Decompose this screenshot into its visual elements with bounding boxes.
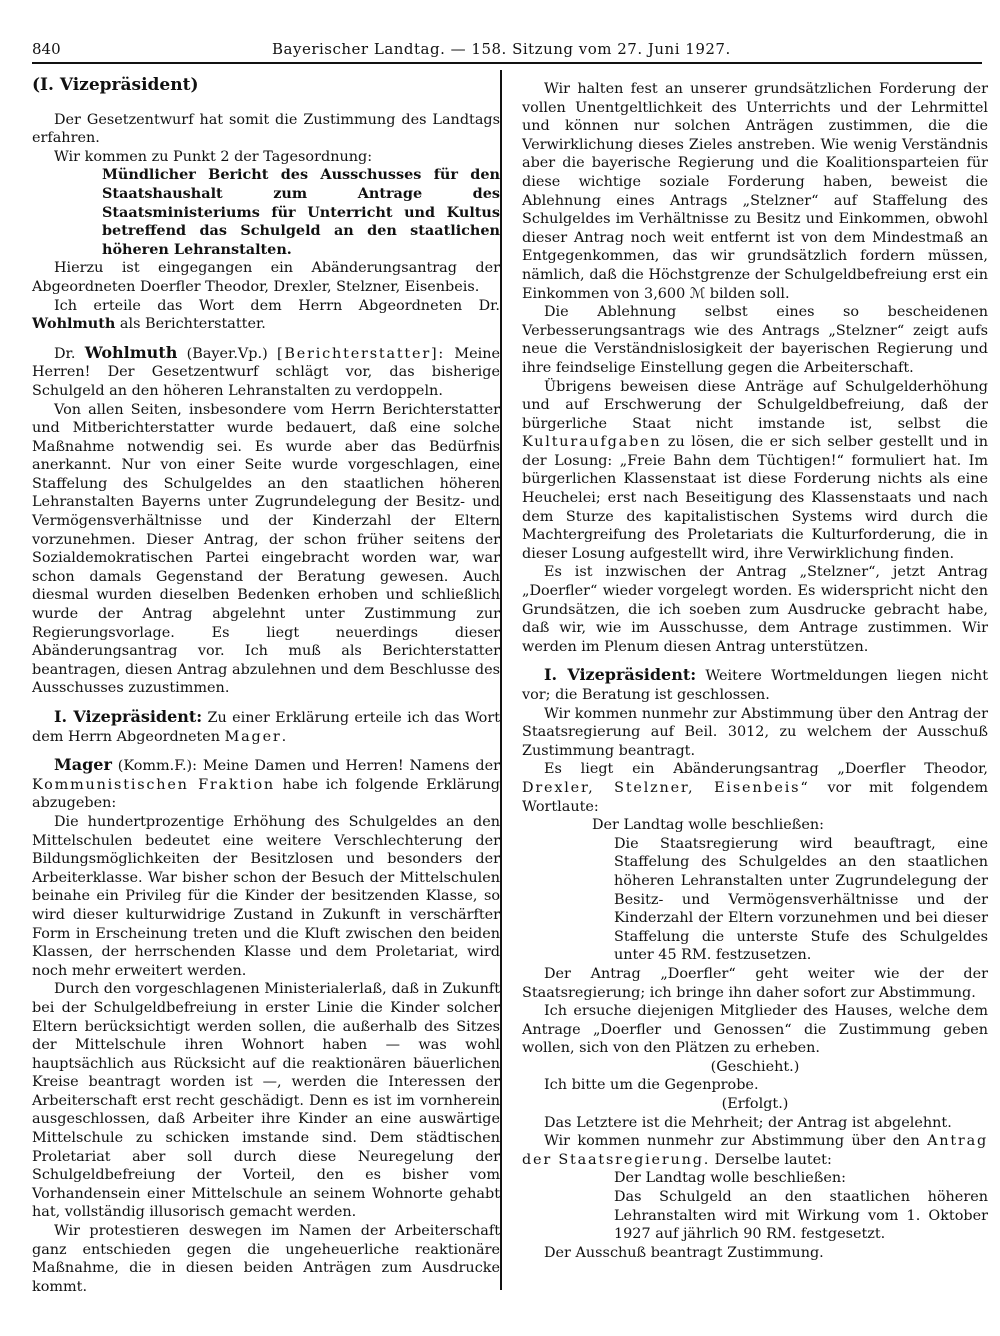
- paragraph: Hierzu ist eingegangen ein Abänderungsantrag der Abgeordneten Doerfler Theodor, Drexler, Stelzner, Eisenbeis.: [32, 260, 500, 295]
- paragraph: Wir kommen zu Punkt 2 der Tagesordnung:: [54, 148, 373, 165]
- paragraph: Es ist inzwischen der Antrag „Stelzner“, jetzt Antrag „Doerfler“ wieder vorgelegt worden. Es widerspricht nicht den Grundsätzen, die ich soeben zum Ausdrucke gebracht habe, daß wir, wie im Ausschusse, dem Antrage zustimmen. Wir werden im Plenum diesen Antrag unterstützen.: [522, 564, 988, 655]
- left-column: [32, 76, 500, 1296]
- speech-mager: Mager (Komm.F.): Meine Damen und Herren! Namens der Kommunistischen Fraktion habe ich folgende Erklärung abzugeben:: [32, 755, 501, 812]
- speaker-name: Wohlmuth: [84, 342, 178, 362]
- motion-intro: Der Landtag wolle beschließen:: [614, 1170, 846, 1187]
- page-number: 840: [32, 40, 61, 58]
- paragraph: Es liegt ein Abänderungsantrag „Doerfler Theodor, Drexler, Stelzner, Eisenbeis“ vor mit folgendem Wortlaute:: [522, 761, 988, 815]
- column-divider: [500, 70, 502, 1290]
- motion-intro: Der Landtag wolle beschließen:: [592, 817, 824, 834]
- speaker-name: Wohlmuth: [32, 315, 116, 333]
- paragraph: Wir protestieren deswegen im Namen der Arbeiterschaft ganz entschieden gegen die ungeheuerliche reaktionäre Maßnahme, die in diesen beiden Anträgen zum Ausdrucke kommt.: [32, 1223, 500, 1295]
- stage-direction: (Geschieht.): [710, 1058, 800, 1075]
- paragraph: Ich bitte um die Gegenprobe.: [544, 1077, 759, 1094]
- paragraph: Der Ausschuß beantragt Zustimmung.: [544, 1244, 824, 1261]
- paragraph: Übrigens beweisen diese Anträge auf Schulgelderhöhung und auf Erschwerung der Schulgeldbefreiung, daß der bürgerliche Staat nicht imstande ist, selbst die Kulturaufgaben zu lösen, die er sich selber gestellt und in der Losung: „Freie Bahn dem Tüchtigen!“ formuliert hat. Im bürgerlichen Klassenstaat ist diese Forderung nichts als eine Heuchelei; erst nach Beseitigung des Klassenstaats und nach dem Sturze des kapitalistischen Systems wird durch die Machtergreifung des Proletariats die Kulturforderung, die in dieser Losung aufgestellt wird, ihre Verwirklichung finden.: [522, 378, 988, 562]
- paragraph: Der Antrag „Doerfler“ geht weiter wie der der Staatsregierung; ich bringe ihn daher sofort zur Abstimmung.: [522, 965, 988, 1001]
- paragraph: Das Letztere ist die Mehrheit; der Antrag ist abgelehnt.: [544, 1114, 952, 1131]
- report-title: Mündlicher Bericht des Ausschusses für den Staatshaushalt zum Antrage des Staatsministeriums für Unterricht und Kultus betreffend das Schulgeld an den staatlichen höheren Lehranstalten.: [102, 166, 500, 258]
- speech-vizepraesident: I. Vizepräsident: Zu einer Erklärung erteile ich das Wort dem Herrn Abgeordneten Mager.: [32, 707, 500, 745]
- paragraph: Ich erteile das Wort dem Herrn Abgeordneten Dr. Wohlmuth als Berichterstatter.: [32, 297, 500, 333]
- paragraph: Ich ersuche diejenigen Mitglieder des Hauses, welche dem Antrage „Doerfler und Genossen“ die Zustimmung geben wollen, sich von den Plätzen zu erheben.: [522, 1003, 988, 1057]
- page-header: [32, 36, 982, 64]
- stage-direction: (Erfolgt.): [721, 1096, 789, 1113]
- running-title: Bayerischer Landtag. — 158. Sitzung vom 27. Juni 1927.: [272, 40, 731, 58]
- paragraph: Die Ablehnung selbst eines so bescheidenen Verbesserungsantrags wie des Antrags „Stelzner“ zeigt aufs neue die Verständnislosigkeit der bayerischen Regierung und ihre feindselige Einstellung gegen die Arbeiterschaft.: [522, 304, 988, 376]
- paragraph: Durch den vorgeschlagenen Ministerialerlaß, daß in Zukunft bei der Schulgeldbefreiung in erster Linie die Kinder solcher Eltern berücksichtigt werden sollen, die außerhalb des Sitzes der Mittelschule ihren Wohnort haben — was wohl hauptsächlich aus Rücksicht auf die reaktionären bäuerlichen Kreise beantragt worden ist —, werden die Interessen der Arbeiterschaft erst recht geschädigt. Denn es ist im vornherein ausgeschlossen, daß Arbeiter ihre Kinder an eine auswärtige Mittelschule zu schicken imstande sind. Dem städtischen Proletariat aber soll durch diese Neuregelung der Schulgeldbefreiung der Vorteil, den es bisher vom Vorhandensein einer Mittelschule an seinem Wohnorte gehabt hat, vollständig illusorisch gemacht werden.: [32, 981, 500, 1221]
- section-title: (I. Vizepräsident): [32, 75, 199, 95]
- paragraph: Von allen Seiten, insbesondere vom Herrn Berichterstatter und Mitberichterstatter wurde bedauert, daß eine solche Maßnahme notwendig sei. Es wurde aber das Bedürfnis anerkannt. Nur von einer Seite wurde vorgeschlagen, eine Staffelung des Schulgeldes an den staatlichen höheren Lehranstalten Bayerns unter Zugrundelegung der Besitz- und Vermögensverhältnisse und der Kinderzahl der Eltern vorzunehmen. Dieser Antrag, der schon früher seitens der Sozialdemokratischen Partei eingebracht worden war, war schon damals Gegenstand der Beratung gewesen. Auch diesmal wurden dieselben Bedenken erhoben und schließlich wurde der Antrag abgelehnt unter Zustimmung zur Regierungsvorlage. Es liegt neuerdings dieser Abänderungsantrag vor. Ich muß als Berichterstatter beantragen, diesen Antrag abzulehnen und dem Beschlusse des Ausschusses zuzustimmen.: [32, 401, 500, 697]
- paragraph: Wir halten fest an unserer grundsätzlichen Forderung der vollen Unentgeltlichkeit des Unterrichts und der Lehrmittel und können nur solchen Anträgen zustimmen, die die Verwirklichung dieses Zieles anstreben. Wie wenig Verständnis aber die bayerische Regierung und die Koalitionsparteien für diese wichtige soziale Forderung haben, beweist die Ablehnung eines Antrags „Stelzner“ auf Staffelung des Schulgeldes im Verhältnisse zu Besitz und Einkommen, obwohl dieser Antrag noch weit entfernt ist von dem Mindestmaß an Entgegenkommen, das wir grundsätzlich fordern müssen, nämlich, daß die Höchstgrenze der Schulgeldbefreiung erst ein Einkommen von 3,600 ℳ bilden soll.: [522, 81, 988, 302]
- speaker-name: I. Vizepräsident:: [54, 707, 203, 726]
- speech-vizepraesident: I. Vizepräsident: Weitere Wortmeldungen liegen nicht vor; die Beratung ist geschlossen.: [522, 665, 988, 703]
- motion-text: Die Staatsregierung wird beauftragt, eine Staffelung des Schulgeldes an den staatlichen höheren Lehranstalten unter Zugrundelegung der Besitz- und Vermögensverhältnisse und der Kinderzahl der Eltern vorzunehmen und bei dieser Staffelung die unterste Stufe des Schulgeldes unter 45 RM. festzusetzen.: [614, 835, 988, 964]
- paragraph: Wir kommen nunmehr zur Abstimmung über den Antrag der Staatsregierung auf Beil. 3012, zu welchem der Ausschuß Zustimmung beantragt.: [522, 705, 988, 759]
- paragraph: Der Gesetzentwurf hat somit die Zustimmung des Landtags erfahren.: [32, 111, 500, 147]
- speaker-name: Mager: [54, 755, 112, 775]
- speaker-name: I. Vizepräsident:: [544, 665, 697, 685]
- motion-text: Das Schulgeld an den staatlichen höheren Lehranstalten wird mit Wirkung vom 1. Oktober 1927 auf jährlich 90 RM. festgesetzt.: [614, 1189, 988, 1243]
- paragraph: Die hundertprozentige Erhöhung des Schulgeldes an den Mittelschulen bedeutet eine weitere Verschlechterung der Bildungsmöglichkeiten der Besitzlosen und besonders der Arbeiterklasse. War bisher schon der Besuch der Mittelschulen beinahe ein Privileg für die Kinder der besitzenden Klasse, so wird dieser kulturwidrige Zustand in Zukunft in verschärfter Form in Erscheinung treten und die Kluft zwischen den beiden Klassen, der herrschenden Klasse und dem Proletariat, wird noch mehr erweitert werden.: [32, 813, 500, 979]
- paragraph: Wir kommen nunmehr zur Abstimmung über den Antrag der Staatsregierung. Derselbe lautet:: [522, 1133, 988, 1168]
- speech-wohlmuth: Dr. Wohlmuth (Bayer.Vp.) [Berichterstatter]: Meine Herren! Der Gesetzentwurf schlägt vor, das bisherige Schulgeld an den höheren Lehranstalten zu verdoppeln.: [32, 342, 500, 399]
- right-column: [522, 80, 988, 1262]
